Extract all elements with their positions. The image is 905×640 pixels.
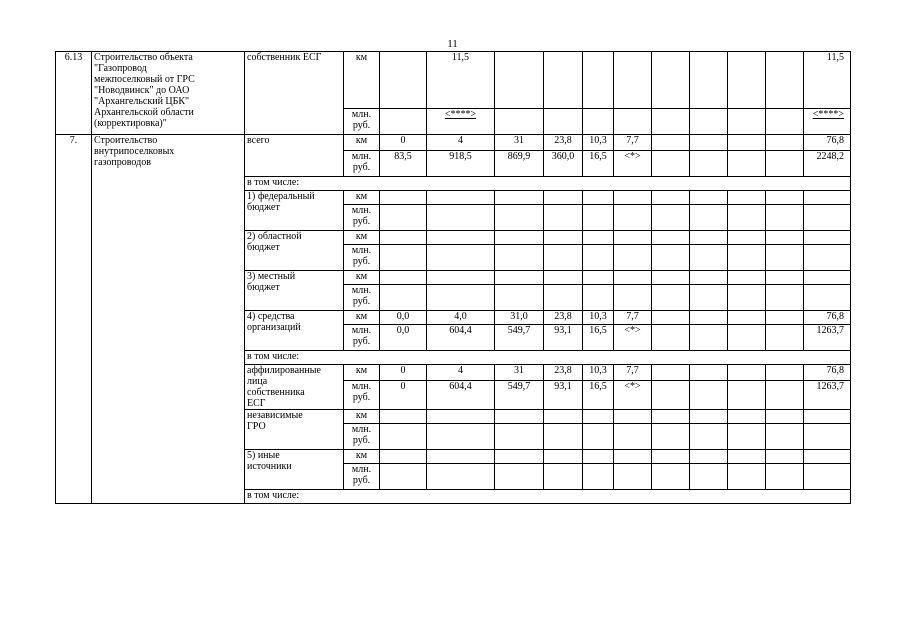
subheader-cell: в том числе: (245, 490, 851, 504)
value-cell (583, 450, 614, 464)
unit-line: км (355, 450, 368, 461)
value-cell: 10,3 (583, 365, 614, 381)
value-cell (614, 245, 652, 271)
funding-source (245, 135, 344, 177)
value-cell: 31 (495, 365, 544, 381)
value-cell (544, 285, 583, 311)
object-line: "Новодвинск" до ОАО (94, 85, 190, 96)
value-cell (766, 285, 804, 311)
value-cell (583, 109, 614, 135)
value-cell (728, 464, 766, 490)
total-cell: 76,8 (804, 365, 851, 381)
source-line: бюджет (247, 282, 280, 293)
value-cell: 7,7 (614, 135, 652, 151)
value-cell (427, 450, 495, 464)
value-cell (380, 464, 427, 490)
value-cell (766, 325, 804, 351)
unit-line: руб. (352, 475, 371, 486)
value-cell (427, 109, 495, 135)
value-cell: 83,5 (380, 151, 427, 177)
value-cell (728, 191, 766, 205)
value-cell: 23,8 (544, 311, 583, 325)
value-cell (544, 410, 583, 424)
value-cell (614, 205, 652, 231)
unit-cell (344, 311, 380, 325)
value-cell (728, 450, 766, 464)
value-cell (652, 365, 690, 381)
object-line: (корректировка)" (94, 118, 167, 129)
source-line: лица (247, 376, 268, 387)
value-cell (544, 231, 583, 245)
value-cell (583, 410, 614, 424)
value-cell: 604,4 (427, 325, 495, 351)
value-cell (427, 245, 495, 271)
value-cell (652, 151, 690, 177)
value-cell (614, 285, 652, 311)
source-line: бюджет (247, 202, 280, 213)
total-cell (804, 205, 851, 231)
value-cell: 869,9 (495, 151, 544, 177)
source-line: 3) местный (247, 271, 296, 282)
value-cell (652, 311, 690, 325)
value-cell (583, 464, 614, 490)
unit-line: млн. (351, 245, 372, 256)
value-cell (766, 191, 804, 205)
unit-cell (344, 271, 380, 285)
unit-cell (344, 450, 380, 464)
value-cell (495, 109, 544, 135)
value-cell (728, 380, 766, 409)
value-cell: 23,8 (544, 365, 583, 381)
subheader-cell: в том числе: (245, 177, 851, 191)
value-cell (544, 109, 583, 135)
value-cell (766, 424, 804, 450)
object-line: "Газопровод (94, 63, 147, 74)
value-cell (427, 410, 495, 424)
value-cell (652, 245, 690, 271)
value-cell (495, 424, 544, 450)
value-cell (583, 52, 614, 109)
value-cell (728, 424, 766, 450)
funding-source (245, 450, 344, 490)
value-cell: 549,7 (495, 325, 544, 351)
value-cell (690, 380, 728, 409)
value-cell: 10,3 (583, 311, 614, 325)
value-cell: 16,5 (583, 151, 614, 177)
unit-cell (344, 135, 380, 151)
funding-source (245, 365, 344, 410)
total-cell (804, 285, 851, 311)
value-cell: 7,7 (614, 311, 652, 325)
value-cell (690, 135, 728, 151)
footnote-mark: <*> (624, 380, 641, 392)
value-cell: 31 (495, 135, 544, 151)
value-cell: 0 (380, 380, 427, 409)
value-cell (728, 285, 766, 311)
value-cell (766, 109, 804, 135)
value-cell (728, 410, 766, 424)
value-cell (690, 325, 728, 351)
value-cell (427, 285, 495, 311)
value-cell (614, 325, 652, 351)
unit-line: км (355, 365, 368, 376)
value-cell (690, 311, 728, 325)
value-cell (614, 464, 652, 490)
value-cell (544, 271, 583, 285)
unit-cell (344, 109, 380, 135)
value-cell (427, 191, 495, 205)
value-cell (614, 410, 652, 424)
value-cell (427, 464, 495, 490)
unit-line: млн. (351, 464, 372, 475)
value-cell (583, 205, 614, 231)
value-cell (583, 424, 614, 450)
value-cell (652, 424, 690, 450)
value-cell (766, 271, 804, 285)
object-name (92, 52, 245, 135)
source-line: всего (247, 135, 270, 146)
value-cell (690, 424, 728, 450)
source-line: организаций (247, 322, 301, 333)
value-cell: 93,1 (544, 325, 583, 351)
value-cell (728, 271, 766, 285)
value-cell (652, 450, 690, 464)
total-cell: 1263,7 (804, 380, 851, 409)
value-cell (495, 231, 544, 245)
value-cell (495, 271, 544, 285)
value-cell (690, 365, 728, 381)
item-number: 6.13 (56, 52, 92, 135)
value-cell: 549,7 (495, 380, 544, 409)
value-cell (728, 151, 766, 177)
total-cell (804, 231, 851, 245)
unit-line: км (355, 191, 368, 202)
unit-line: км (355, 231, 368, 242)
value-cell: 0,0 (380, 311, 427, 325)
footnote-mark: <*> (624, 325, 641, 336)
unit-line: руб. (352, 120, 371, 131)
value-cell (690, 191, 728, 205)
value-cell (583, 271, 614, 285)
value-cell: 11,5 (427, 52, 495, 109)
value-cell (766, 245, 804, 271)
object-line: внутрипоселковых (94, 146, 175, 157)
value-cell (690, 464, 728, 490)
value-cell (583, 285, 614, 311)
value-cell (583, 231, 614, 245)
value-cell (614, 424, 652, 450)
footnote-mark: <****> (444, 109, 477, 120)
value-cell (380, 109, 427, 135)
subheader-cell: в том числе: (245, 351, 851, 365)
unit-line: млн. (351, 285, 372, 296)
value-cell (766, 380, 804, 409)
unit-cell (344, 245, 380, 271)
value-cell (495, 410, 544, 424)
total-cell (804, 450, 851, 464)
source-line: собственника (247, 387, 305, 398)
item-number: 7. (56, 135, 92, 504)
value-cell (614, 450, 652, 464)
unit-cell (344, 191, 380, 205)
table-row (56, 52, 851, 109)
total-cell: 1263,7 (804, 325, 851, 351)
total-cell: 76,8 (804, 311, 851, 325)
object-line: "Архангельский ЦБК" (94, 96, 190, 107)
value-cell (380, 271, 427, 285)
value-cell (380, 52, 427, 109)
funding-source (245, 191, 344, 231)
value-cell (614, 191, 652, 205)
value-cell (652, 464, 690, 490)
unit-line: руб. (352, 435, 371, 446)
value-cell (427, 271, 495, 285)
unit-cell (344, 325, 380, 351)
value-cell: 604,4 (427, 380, 495, 409)
unit-line: млн. (351, 205, 372, 216)
value-cell (380, 231, 427, 245)
value-cell (614, 52, 652, 109)
value-cell: 0,0 (380, 325, 427, 351)
total-cell (804, 191, 851, 205)
value-cell (652, 191, 690, 205)
value-cell (728, 135, 766, 151)
source-line: независимые (247, 410, 303, 421)
funding-source (245, 410, 344, 450)
program-table (55, 51, 851, 504)
value-cell (766, 365, 804, 381)
unit-line: млн. (351, 109, 372, 120)
value-cell (544, 205, 583, 231)
unit-line: руб. (352, 296, 371, 307)
value-cell (544, 464, 583, 490)
funding-source (245, 52, 344, 135)
unit-cell (344, 464, 380, 490)
unit-cell (344, 231, 380, 245)
value-cell (690, 52, 728, 109)
source-line: 2) областной (247, 231, 302, 242)
value-cell: 918,5 (427, 151, 495, 177)
table-row (56, 135, 851, 151)
unit-cell (344, 365, 380, 381)
funding-source (245, 311, 344, 351)
total-cell (804, 464, 851, 490)
total-cell: 76,8 (804, 135, 851, 151)
value-cell (495, 205, 544, 231)
unit-line: км (355, 410, 368, 421)
value-cell (544, 52, 583, 109)
value-cell (427, 424, 495, 450)
total-cell (804, 109, 851, 135)
value-cell (728, 245, 766, 271)
source-line: собственник ЕСГ (247, 52, 322, 63)
value-cell: 31,0 (495, 311, 544, 325)
value-cell (690, 245, 728, 271)
object-line: газопроводов (94, 157, 151, 168)
unit-line: млн. (351, 380, 372, 392)
source-line: 5) иные (247, 450, 280, 461)
value-cell: 4 (427, 365, 495, 381)
value-cell (544, 245, 583, 271)
object-name (92, 135, 245, 504)
value-cell (728, 231, 766, 245)
total-cell (804, 245, 851, 271)
value-cell (614, 151, 652, 177)
value-cell: 4 (427, 135, 495, 151)
value-cell (495, 450, 544, 464)
value-cell (614, 271, 652, 285)
total-cell: 11,5 (804, 52, 851, 109)
value-cell (544, 450, 583, 464)
source-line: аффилированные (247, 365, 321, 376)
value-cell (766, 464, 804, 490)
value-cell (766, 52, 804, 109)
value-cell (380, 424, 427, 450)
value-cell (495, 245, 544, 271)
unit-line: руб. (352, 336, 371, 347)
unit-line: км (355, 52, 368, 63)
value-cell (652, 271, 690, 285)
value-cell: 360,0 (544, 151, 583, 177)
value-cell (690, 271, 728, 285)
value-cell (614, 380, 652, 409)
value-cell (495, 191, 544, 205)
value-cell (380, 410, 427, 424)
value-cell (583, 245, 614, 271)
value-cell (690, 231, 728, 245)
unit-cell (344, 151, 380, 177)
value-cell (690, 205, 728, 231)
page-number: 11 (447, 38, 458, 50)
unit-cell (344, 205, 380, 231)
unit-line: руб. (352, 162, 371, 173)
value-cell (690, 450, 728, 464)
value-cell (495, 285, 544, 311)
value-cell: 93,1 (544, 380, 583, 409)
value-cell (766, 450, 804, 464)
total-cell (804, 271, 851, 285)
unit-line: млн. (351, 325, 372, 336)
total-cell (804, 424, 851, 450)
value-cell (495, 464, 544, 490)
total-cell: 2248,2 (804, 151, 851, 177)
value-cell (766, 205, 804, 231)
total-cell (804, 410, 851, 424)
value-cell (690, 410, 728, 424)
value-cell (614, 231, 652, 245)
funding-source (245, 271, 344, 311)
value-cell (544, 424, 583, 450)
value-cell (728, 325, 766, 351)
object-line: Строительство (94, 135, 158, 146)
value-cell: 23,8 (544, 135, 583, 151)
value-cell (652, 205, 690, 231)
footnote-mark: <****> (812, 109, 844, 120)
value-cell (766, 311, 804, 325)
source-line: 1) федеральный (247, 191, 315, 202)
value-cell (728, 109, 766, 135)
value-cell: 0 (380, 135, 427, 151)
value-cell (652, 285, 690, 311)
value-cell (728, 52, 766, 109)
value-cell (380, 245, 427, 271)
value-cell (427, 205, 495, 231)
source-line: источники (247, 461, 292, 472)
unit-line: руб. (352, 391, 371, 403)
value-cell: 7,7 (614, 365, 652, 381)
source-line: ЕСГ (247, 398, 266, 409)
value-cell (614, 109, 652, 135)
value-cell (652, 52, 690, 109)
footnote-mark: <*> (624, 151, 641, 162)
unit-line: руб. (352, 216, 371, 227)
value-cell: 4,0 (427, 311, 495, 325)
value-cell (583, 191, 614, 205)
value-cell (652, 410, 690, 424)
unit-line: млн. (351, 424, 372, 435)
unit-cell (344, 52, 380, 109)
value-cell (690, 285, 728, 311)
value-cell (690, 151, 728, 177)
unit-line: млн. (351, 151, 372, 162)
object-line: межпоселковый от ГРС (94, 74, 195, 85)
value-cell (380, 450, 427, 464)
value-cell: 16,5 (583, 325, 614, 351)
value-cell: 10,3 (583, 135, 614, 151)
value-cell (766, 410, 804, 424)
value-cell (766, 231, 804, 245)
unit-cell (344, 410, 380, 424)
value-cell (652, 135, 690, 151)
value-cell (427, 231, 495, 245)
value-cell (495, 52, 544, 109)
value-cell (652, 231, 690, 245)
value-cell (728, 205, 766, 231)
value-cell (690, 109, 728, 135)
source-line: бюджет (247, 242, 280, 253)
value-cell (652, 109, 690, 135)
value-cell (544, 191, 583, 205)
unit-line: руб. (352, 256, 371, 267)
object-line: Архангельской области (94, 107, 194, 118)
funding-source (245, 231, 344, 271)
unit-line: км (355, 271, 368, 282)
value-cell (652, 325, 690, 351)
value-cell (728, 365, 766, 381)
value-cell (766, 135, 804, 151)
source-line: ГРО (247, 421, 266, 432)
unit-cell (344, 380, 380, 409)
value-cell (380, 285, 427, 311)
value-cell (380, 191, 427, 205)
value-cell: 0 (380, 365, 427, 381)
value-cell (380, 205, 427, 231)
source-line: 4) средства (247, 311, 295, 322)
value-cell (766, 151, 804, 177)
value-cell (652, 380, 690, 409)
value-cell: 16,5 (583, 380, 614, 409)
unit-cell (344, 424, 380, 450)
unit-cell (344, 285, 380, 311)
unit-line: км (355, 135, 368, 146)
value-cell (728, 311, 766, 325)
object-line: Строительство объекта (94, 52, 193, 63)
unit-line: км (355, 311, 368, 322)
